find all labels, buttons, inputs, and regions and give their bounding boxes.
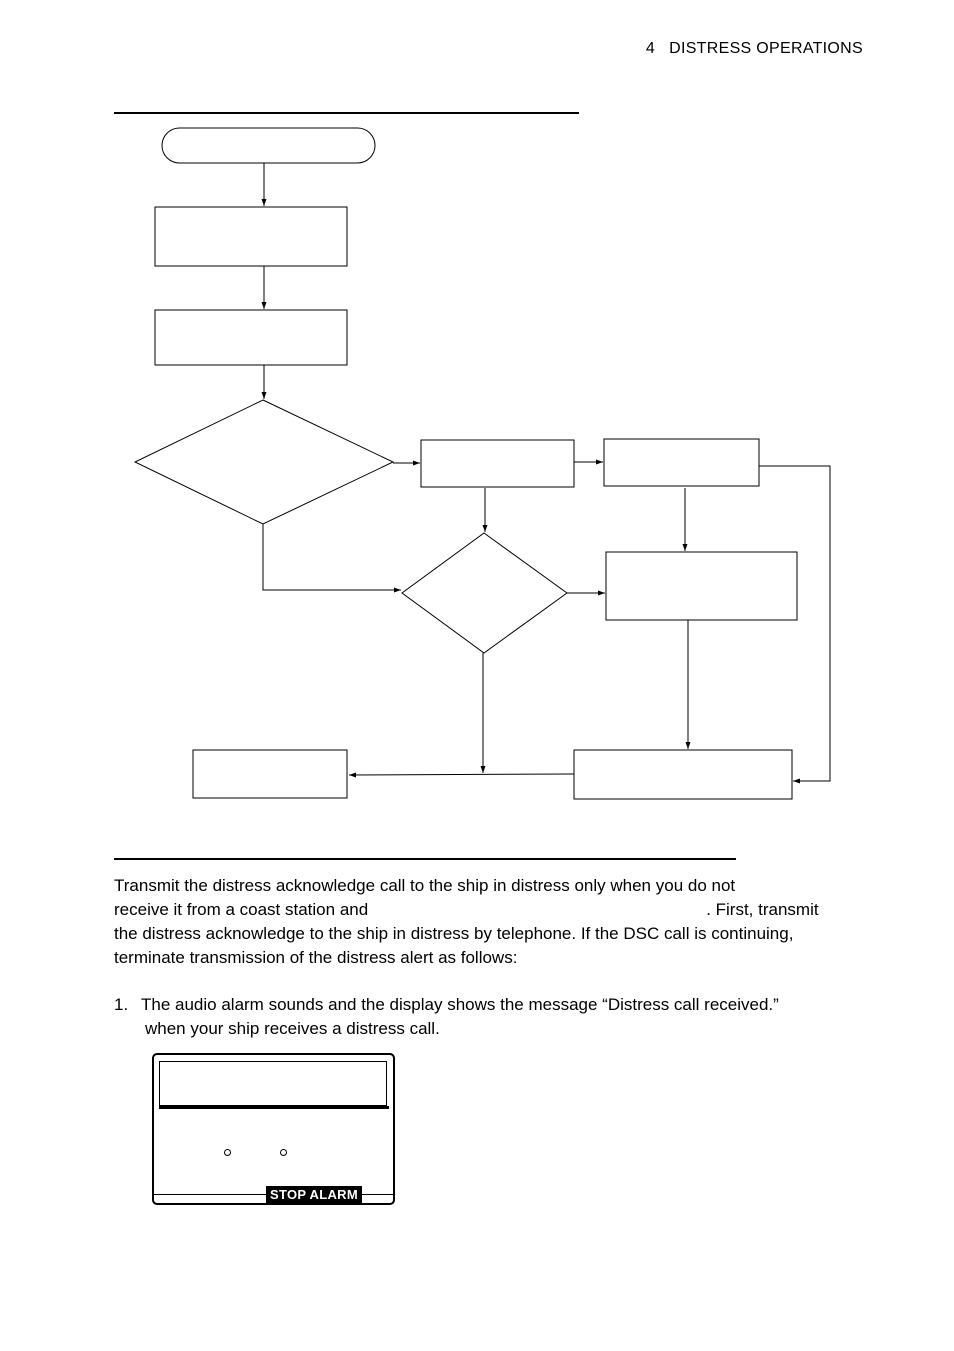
step-1-line-2: when your ship receives a distress call. (145, 1019, 440, 1038)
process-box-6 (574, 750, 792, 799)
section-number: 4 (645, 40, 656, 57)
process-box-5 (606, 552, 797, 620)
end-box (193, 750, 347, 798)
connector-box6-to-end (349, 774, 574, 775)
degree-symbol-lon (280, 1149, 287, 1156)
process-box-1 (155, 207, 347, 266)
degree-symbol-lat (224, 1149, 231, 1156)
paragraph-line-2 (114, 898, 856, 922)
connector-box4-to-box6 (759, 466, 830, 781)
paragraph-line-4: terminate transmission of the distress alert as follows: (114, 948, 518, 967)
paragraph-line-2-end: . First, transmit (706, 900, 819, 919)
heading-rule-bottom (114, 858, 736, 860)
section-title: DISTRESS OPERATIONS (669, 40, 863, 57)
lcd-message-box (159, 1061, 387, 1106)
process-box-2 (155, 310, 347, 365)
process-box-3 (421, 440, 574, 487)
paragraph-line-3: the distress acknowledge to the ship in distress by telephone. If the DSC call is continuing, (114, 924, 794, 943)
decision-diamond-2 (402, 533, 567, 653)
paragraph-line-2-start: receive it from a coast station and (114, 900, 369, 919)
paragraph-line-1: Transmit the distress acknowledge call to the ship in distress only when you do not (114, 876, 736, 895)
stop-alarm-softkey[interactable]: STOP ALARM (266, 1186, 362, 1203)
body-paragraph (114, 874, 856, 970)
step-1 (114, 993, 854, 1041)
process-box-4 (604, 439, 759, 486)
start-terminal (162, 128, 375, 163)
connector-diamond1-to-diamond2 (263, 524, 401, 590)
lcd-display (152, 1053, 395, 1205)
step-number: 1. (114, 995, 129, 1014)
step-1-line-1: The audio alarm sounds and the display shows the message “Distress call received.” (141, 995, 779, 1014)
decision-diamond-1 (135, 400, 393, 524)
